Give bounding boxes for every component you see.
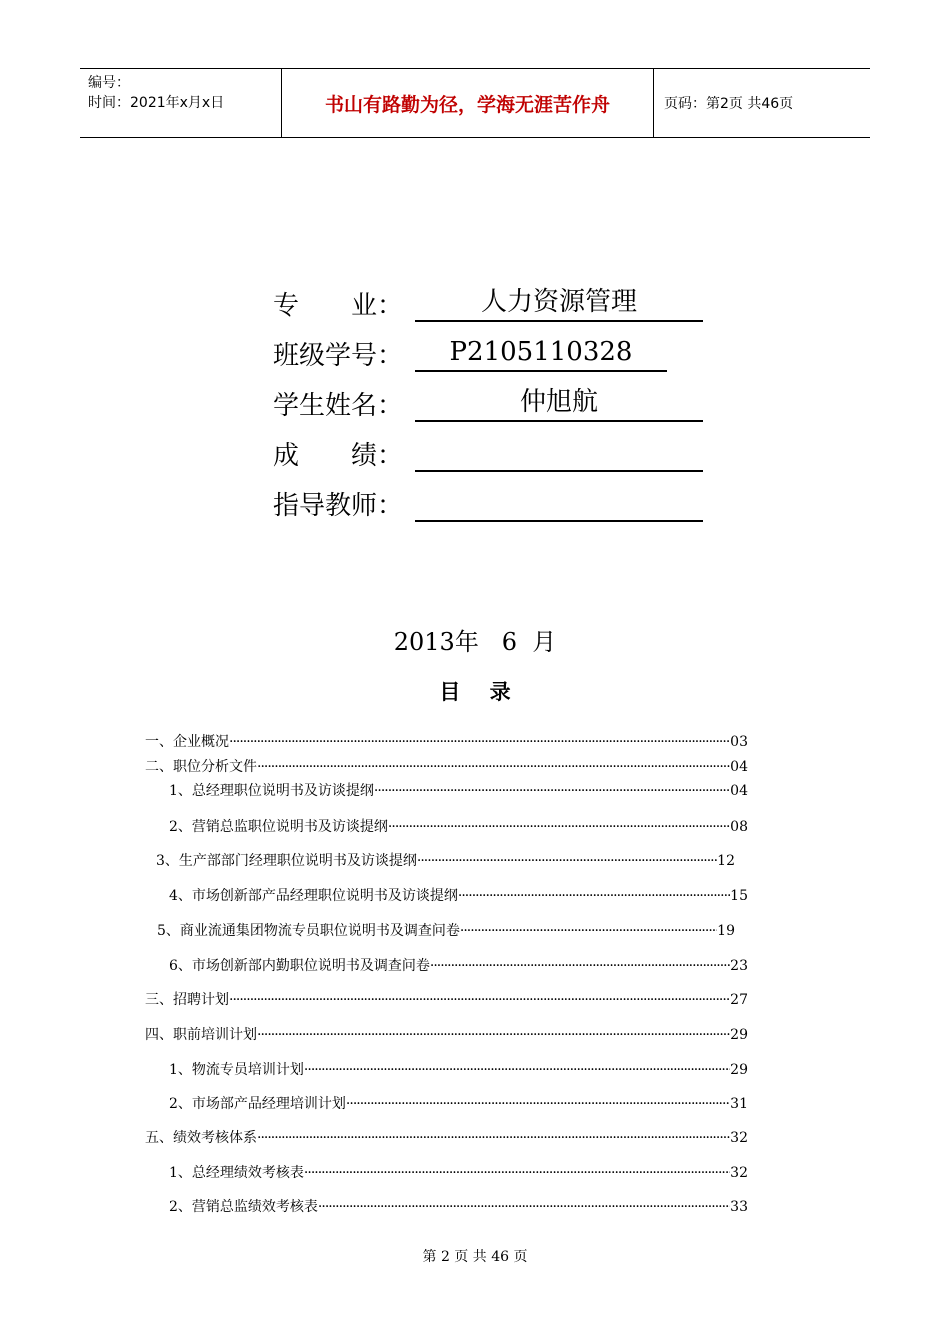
toc-item-label: 6、市场创新部内勤职位说明书及调查问卷 [169,958,430,974]
toc-leader [318,1199,730,1215]
toc-item-8 [169,955,748,975]
toc-leader [417,853,717,869]
class-label: 班级学号： [273,341,404,371]
page-footer: 第 2 页 共 46 页 [422,1249,528,1265]
cover-date: 2013年 6 月 [393,628,557,656]
toc-item-page: 19 [717,923,735,939]
toc-item-page: 29 [730,1062,748,1078]
toc-item-label: 5、商业流通集团物流专员职位说明书及调查问卷 [157,923,460,939]
name-label: 学生姓名： [273,391,404,421]
cover-info [273,272,703,522]
toc-leader [229,992,730,1008]
toc-item-page: 12 [717,853,735,869]
toc-leader [374,783,730,799]
toc-item-2 [145,756,748,776]
toc-item-7 [157,920,735,940]
time-label: 时间：2021年x月x日 [88,95,225,111]
toc-leader [257,1027,730,1043]
info-row-class [273,322,703,372]
toc-leader [458,888,730,904]
toc-item-label: 四、职前培训计划 [145,1027,257,1043]
code-label: 编号： [88,75,130,91]
toc-item-4 [169,816,748,836]
header-page-info: 页码：第2页 共46页 [664,96,794,112]
toc-item-10 [145,1024,748,1044]
toc-item-page: 32 [730,1165,748,1181]
toc-item-label: 三、招聘计划 [145,992,229,1008]
name-value: 仲旭航 [415,384,703,422]
grade-label: 成 绩： [273,441,404,471]
info-row-name [273,372,703,422]
toc-leader [460,923,717,939]
toc-leader [304,1062,730,1078]
info-row-teacher [273,472,703,522]
toc-item-page: 08 [730,819,748,835]
header-table [80,68,870,138]
info-row-major [273,272,703,322]
toc-item-5 [156,850,735,870]
toc-item-label: 二、职位分析文件 [145,759,257,775]
toc-leader [229,734,730,750]
toc-item-page: 29 [730,1027,748,1043]
toc-item-label: 1、总经理职位说明书及访谈提纲 [169,783,374,799]
toc-leader [304,1165,730,1181]
toc-item-label: 2、营销总监职位说明书及访谈提纲 [169,819,388,835]
toc-item-label: 3、生产部部门经理职位说明书及访谈提纲 [156,853,417,869]
toc-leader [430,958,730,974]
major-label: 专 业： [273,291,404,321]
toc-item-page: 23 [730,958,748,974]
toc-item-label: 4、市场创新部产品经理职位说明书及访谈提纲 [169,888,458,904]
toc-item-14 [169,1162,748,1182]
toc-item-page: 15 [730,888,748,904]
toc-item-13 [145,1127,748,1147]
toc-item-11 [169,1059,748,1079]
toc-item-label: 1、总经理绩效考核表 [169,1165,304,1181]
teacher-value [415,484,703,522]
toc-item-label: 五、绩效考核体系 [145,1130,257,1146]
class-value: P2105110328 [415,334,667,372]
toc-item-page: 03 [730,734,748,750]
toc-leader [257,759,730,775]
info-row-grade [273,422,703,472]
toc-item-label: 2、营销总监绩效考核表 [169,1199,318,1215]
toc-item-page: 32 [730,1130,748,1146]
grade-value [415,434,703,472]
toc-leader [257,1130,730,1146]
toc-item-page: 04 [730,783,748,799]
toc-item-label: 1、物流专员培训计划 [169,1062,304,1078]
header-motto: 书山有路勤为径，学海无涯苦作舟 [282,69,654,137]
toc-title: 目 录 [439,680,511,704]
toc-item-15 [169,1196,748,1216]
toc-item-page: 27 [730,992,748,1008]
toc-item-9 [145,989,748,1009]
toc-item-label: 一、企业概况 [145,734,229,750]
toc-item-label: 2、市场部产品经理培训计划 [169,1096,346,1112]
toc-leader [346,1096,730,1112]
teacher-label: 指导教师： [273,491,404,521]
toc-item-page: 33 [730,1199,748,1215]
major-value: 人力资源管理 [415,284,703,322]
toc-item-page: 04 [730,759,748,775]
toc-item-12 [169,1093,748,1113]
toc-item-6 [169,885,748,905]
header-left-cell [80,69,282,137]
toc-item-1 [145,731,748,751]
toc-leader [388,819,730,835]
toc-item-page: 31 [730,1096,748,1112]
toc-item-3 [169,780,748,800]
